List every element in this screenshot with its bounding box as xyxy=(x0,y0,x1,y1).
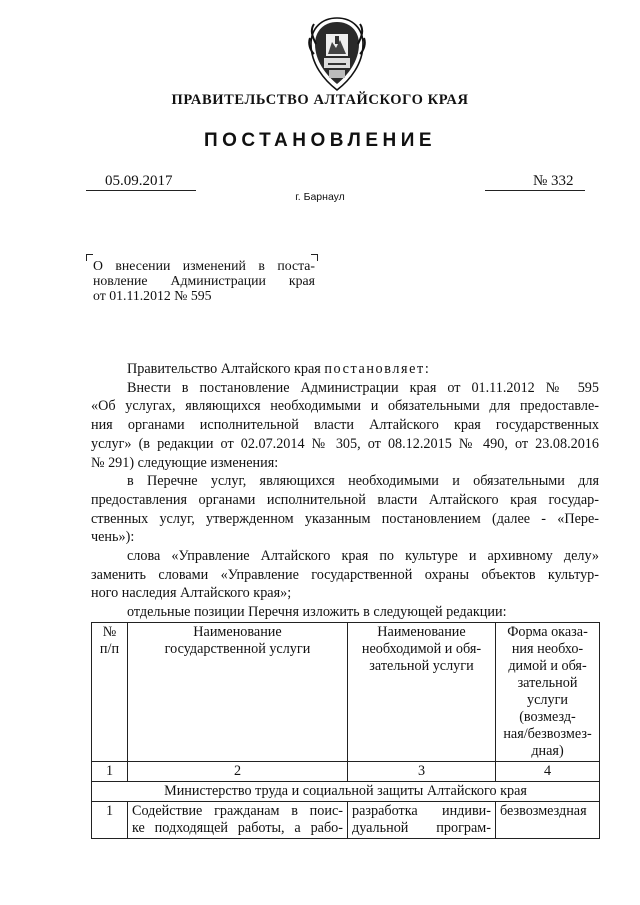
document-subject xyxy=(93,258,315,303)
subject-line: новление Администрации края xyxy=(93,273,315,288)
city-name: г. Барнаул xyxy=(295,191,345,203)
body-line: ственных услуг, утвержденном указанным постановлением (далее - «Пере- xyxy=(91,510,599,527)
subject-line: от 01.11.2012 № 595 xyxy=(93,288,212,303)
body-line: чень»): xyxy=(91,529,135,546)
table-header-row xyxy=(92,623,600,762)
header-cell-form: Форма оказа- ния необхо- димой и обя- зательной услуги (возмезд- ная/безвозмез- дная) xyxy=(496,623,600,762)
decree-line xyxy=(91,360,599,379)
table-section-row xyxy=(92,782,600,802)
row-number-cell: 1 xyxy=(92,802,128,839)
section-title-cell: Министерство труда и социальной защиты Алтайского края xyxy=(92,782,600,802)
body-line: «Об услугах, являющихся необходимыми и обязательными для предоставле- xyxy=(91,398,599,415)
row-service-cell: Содействие гражданам в поис- ке подходящей работы, а рабо- xyxy=(128,802,348,839)
body-line: предоставления органами исполнительной власти Алтайского края государ- xyxy=(91,491,599,508)
document-body xyxy=(91,360,599,622)
decree-word: постановляет: xyxy=(324,361,431,377)
body-line: заменить словами «Управление государственной охраны объектов культур- xyxy=(91,566,599,583)
body-line: услуг» (в редакции от 02.07.2014 № 305, от 08.12.2015 № 490, от 23.08.2016 xyxy=(91,435,599,452)
column-number-cell: 4 xyxy=(496,762,600,782)
government-name: ПРАВИТЕЛЬСТВО АЛТАЙСКОГО КРАЯ xyxy=(171,92,469,108)
coat-of-arms-emblem xyxy=(302,14,372,94)
document-date: 05.09.2017 xyxy=(105,173,173,189)
body-line: ного наследия Алтайского края»; xyxy=(91,585,292,602)
table-row xyxy=(92,802,600,839)
row-necessary-cell: разработка индиви- дуальной програм- xyxy=(348,802,496,839)
column-number-cell: 2 xyxy=(128,762,348,782)
table-column-numbers-row xyxy=(92,762,600,782)
body-line: Внести в постановление Администрации края от 01.11.2012 № 595 xyxy=(127,379,599,396)
body-line: № 291) следующие изменения: xyxy=(91,454,279,471)
subject-line: О внесении изменений в поста- xyxy=(93,258,315,273)
column-number-cell: 1 xyxy=(92,762,128,782)
body-line: ния органами исполнительной власти Алтайского края государственных xyxy=(91,417,599,434)
body-line: слова «Управление Алтайского края по культуре и архивному делу» xyxy=(127,548,599,565)
header-cell-service: Наименование государственной услуги xyxy=(128,623,348,762)
row-form-cell: безвозмездная xyxy=(496,802,600,839)
decree-intro: Правительство Алтайского края xyxy=(127,361,325,377)
document-type: ПОСТАНОВЛЕНИЕ xyxy=(203,130,437,151)
body-line: отдельные позиции Перечня изложить в следующей редакции: xyxy=(127,604,507,621)
bracket-top-left xyxy=(86,254,93,261)
column-number-cell: 3 xyxy=(348,762,496,782)
document-number: № 332 xyxy=(533,173,574,189)
body-line: в Перечне услуг, являющихся необходимыми и обязательными для xyxy=(127,473,599,490)
header-cell-number: № п/п xyxy=(92,623,128,762)
header-cell-necessary-service: Наименование необходимой и обя- зательной услуги xyxy=(348,623,496,762)
services-table xyxy=(91,622,600,839)
